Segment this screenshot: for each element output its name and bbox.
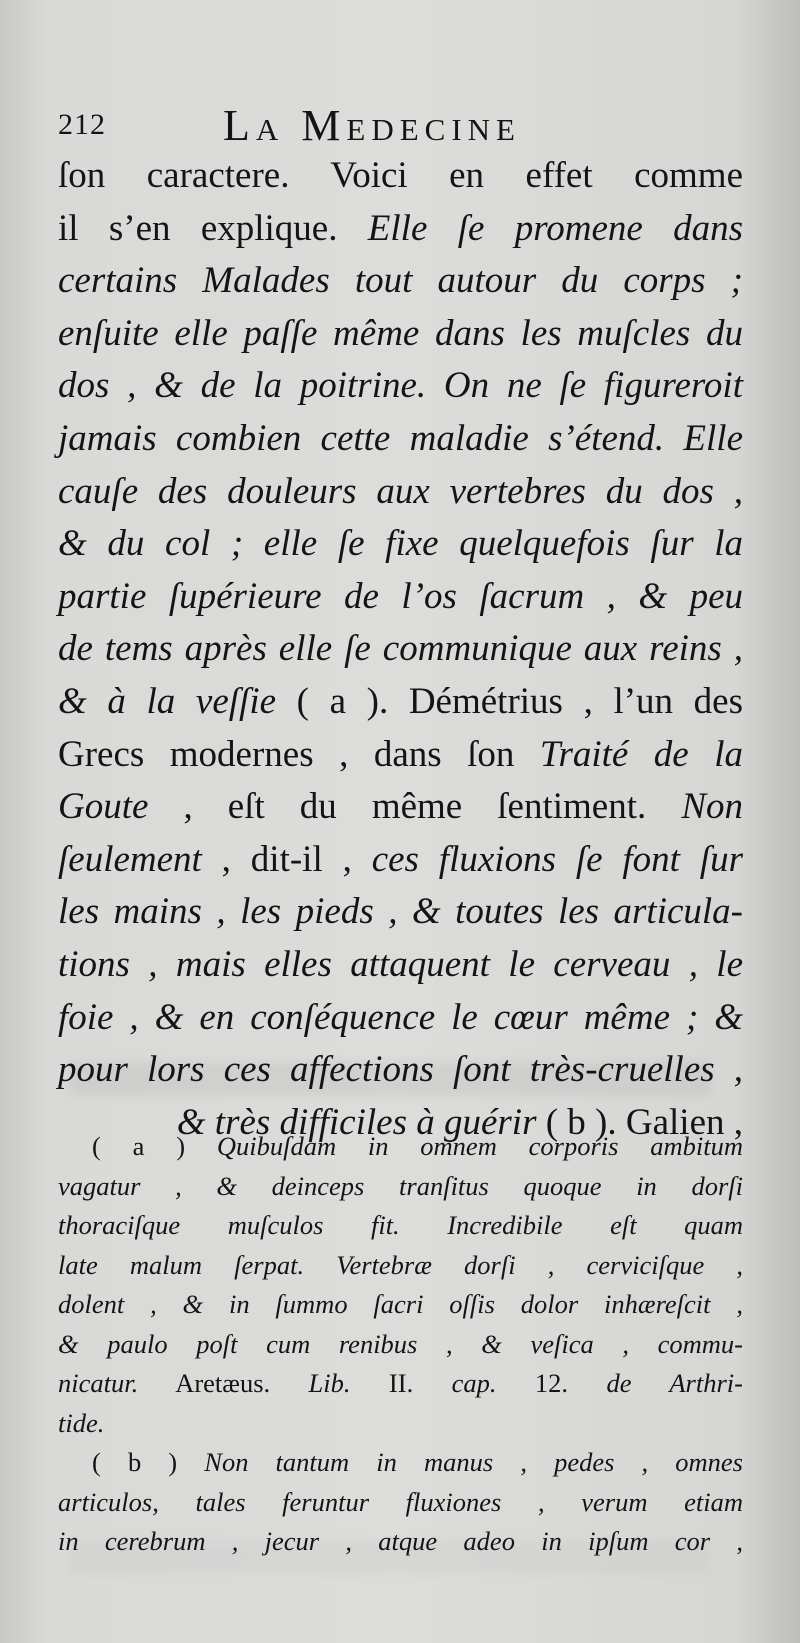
text-run: vagatur , & deinceps tranſitus quoque in dorſi: [58, 1170, 743, 1201]
text-run: II.: [350, 1368, 452, 1398]
text-run: Goute: [58, 786, 149, 828]
text-run: , dit-il ,: [201, 838, 372, 880]
footnote-line: [58, 1246, 743, 1286]
footnotes: [58, 1127, 743, 1562]
text-run: tions , mais elles attaquent le cerveau , le: [58, 943, 743, 985]
running-title: La Medecine: [223, 101, 521, 150]
footnote-line: [58, 1325, 743, 1365]
text-run: nicatur.: [58, 1368, 139, 1398]
page-header: [58, 100, 758, 150]
footnote-line: [58, 1206, 743, 1246]
text-run: certains Malades tout autour du corps ;: [58, 260, 743, 302]
text-run: ſeulement: [58, 838, 202, 880]
footnote-line: [58, 1285, 743, 1325]
text-run: articulos, tales feruntur fluxiones , verum etiam: [58, 1486, 743, 1517]
text-run: 12.: [496, 1368, 607, 1398]
text-run: pour lors ces affections ſont très-cruelles ,: [58, 1049, 743, 1091]
text-line: [58, 203, 743, 256]
text-run: dolent , & in ſummo ſacri oſſis dolor inhæreſcit ,: [58, 1289, 743, 1319]
text-run: Non: [681, 786, 743, 828]
text-line: [58, 729, 743, 782]
text-line: [58, 360, 743, 413]
text-run: cauſe des douleurs aux vertebres du dos ,: [58, 470, 743, 512]
text-run: ( a ). Démétrius , l’un des: [276, 680, 743, 722]
text-line: [58, 676, 743, 729]
text-line: [58, 466, 743, 519]
main-text: [58, 150, 743, 1149]
footnote-line: [58, 1127, 743, 1167]
text-run: late malum ſerpat. Vertebræ dorſi , cerviciſque ,: [58, 1249, 743, 1280]
text-run: & très difficiles à guérir: [176, 1101, 537, 1143]
footnote-line: [58, 1483, 743, 1523]
text-run: de tems après elle ſe communique aux reins ,: [58, 628, 743, 670]
text-line: [58, 834, 743, 887]
text-run: cap.: [451, 1368, 497, 1398]
text-line: [58, 150, 743, 203]
text-run: ſon caractere. Voici en effet comme: [58, 155, 743, 196]
text-run: jamais combien cette maladie s’étend. Elle: [58, 417, 743, 459]
text-run: & à la veſſie: [58, 680, 277, 722]
text-line: [58, 255, 743, 308]
text-line: [58, 939, 743, 992]
text-line: [58, 308, 743, 361]
page-number: 212: [58, 108, 106, 141]
text-run: , eſt du même ſentiment.: [148, 786, 682, 828]
text-run: Quibuſdam in omnem corporis ambitum: [216, 1131, 743, 1161]
text-run: Aretæus.: [138, 1368, 309, 1398]
text-run: ( a ): [92, 1131, 217, 1161]
text-line: [58, 1044, 743, 1097]
text-run: tide.: [58, 1407, 105, 1438]
text-run: Elle ſe promene dans: [367, 207, 744, 249]
text-run: de Arthri-: [606, 1368, 743, 1398]
text-line: [58, 886, 743, 939]
footnote-line: [58, 1404, 743, 1444]
text-run: il s’en explique.: [58, 207, 368, 249]
text-run: ( b ). Galien ,: [536, 1101, 743, 1143]
text-run: Non tantum in manus , pedes , omnes: [204, 1447, 743, 1477]
text-run: & du col ; elle ſe fixe quelquefois ſur la: [58, 523, 743, 565]
text-run: Grecs modernes , dans ſon: [58, 733, 540, 775]
text-run: foie , & en conſéquence le cœur même ; &: [58, 996, 743, 1038]
text-run: in cerebrum , jecur , atque adeo in ipſum cor ,: [58, 1526, 743, 1556]
footnote-line: [58, 1167, 743, 1207]
text-run: enſuite elle paſſe même dans les muſcles du: [58, 312, 743, 354]
text-run: ces fluxions ſe font ſur: [371, 838, 743, 880]
text-line: [58, 623, 743, 676]
text-line: [58, 992, 743, 1045]
text-line: [58, 571, 743, 624]
text-run: Traité de la: [539, 733, 743, 775]
text-run: thoraciſque muſculos fit. Incredibile eſt quam: [58, 1210, 743, 1240]
text-run: ( b ): [92, 1447, 205, 1477]
text-run: Lib.: [308, 1368, 351, 1398]
text-run: les mains , les pieds , & toutes les articula-: [58, 891, 743, 933]
text-line: [58, 518, 743, 571]
footnote-line: [58, 1443, 743, 1483]
text-line: [58, 781, 743, 834]
text-run: & paulo poſt cum renibus , & veſica , commu-: [58, 1328, 743, 1359]
text-run: dos , & de la poitrine. On ne ſe figureroit: [58, 365, 743, 407]
text-run: partie ſupérieure de l’os ſacrum , & peu: [58, 575, 743, 617]
text-line: [58, 413, 743, 466]
footnote-line: [58, 1522, 743, 1562]
footnote-line: [58, 1364, 743, 1404]
